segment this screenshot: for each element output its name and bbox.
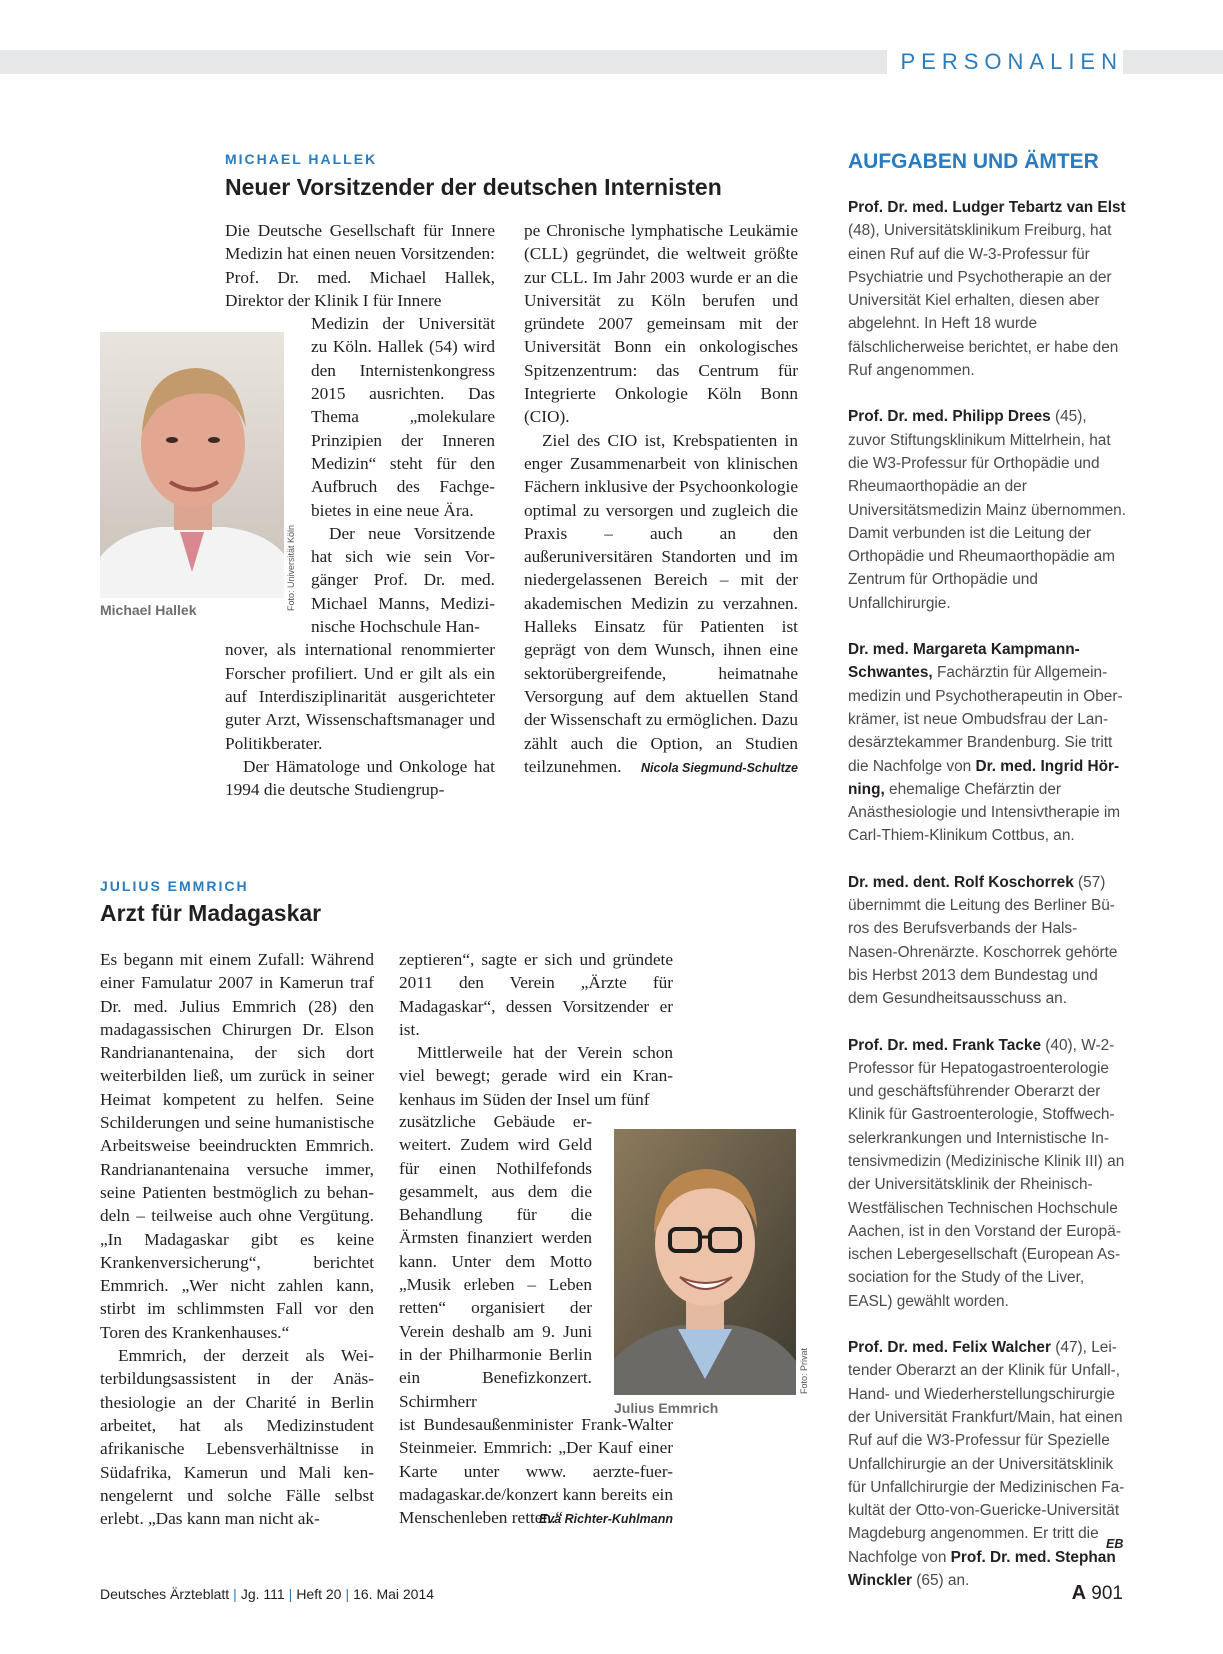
page-prefix: A: [1071, 1582, 1087, 1604]
article1-column-1: [225, 219, 495, 801]
paragraph: zeptieren“, sagte er sich und gründete 2011 den Verein „Ärzte für Madagaskar“, dessen Vorsitzender er ist.: [399, 950, 673, 1039]
divider: |: [345, 1586, 350, 1602]
sidebar-title: AUFGABEN UND ÄMTER: [848, 150, 1099, 173]
person-name: Dr. med. dent. Rolf Koschorrek: [848, 873, 1074, 891]
paragraph: Es begann mit einem Zufall: Während einer Famulatur 2007 in Kamerun traf Dr. med. Julius Emmrich (28) den madagassischen Chirurgen Dr. Elson Randrianantenaina, der sich dort weiterbilden ließ, um zurück in seiner Heimat kompetent zu helfen. Seine Schilderungen und seine humanistische Arbeitsweise beeindruckten Emmrich. Randrianantenaina versuche immer, seine Patienten bestmöglich zu behandeln – teilweise auch ohne Vergütung. „In Madagaskar gibt es keine Krankenversicherung“, berichtet Emmrich. „Wer nicht zahlen kann, stirbt im schlimmsten Fall vor den Toren des Krankenhauses.“: [100, 950, 374, 1342]
entry-text: (65) an.: [912, 1572, 970, 1590]
divider: |: [288, 1586, 293, 1602]
section-label: PERSONALIEN: [887, 47, 1124, 77]
sidebar-entry: [848, 1336, 1126, 1592]
article1-author: Nicola Siegmund-Schultze: [641, 761, 798, 776]
sidebar-author: EB: [1106, 1537, 1124, 1551]
person-name: Prof. Dr. med. Frank Tacke: [848, 1036, 1042, 1054]
article2-column-2-narrow: [399, 1110, 592, 1413]
entry-text: (47), Leitender Oberarzt an der Klinik für Unfall-, Hand- und Wiederherstellungschirurgie der Universität Frankfurt/Main, hat einen Ruf auf die W3-Professur für Spezielle Unfallchirurgie an der Universitätsklinik für Unfallchirurgie der Medizinischen Fakultät der Otto-von-Guericke-Universität Magdeburg angenommen. Er tritt die Nachfolge von: [848, 1339, 1125, 1566]
article2-kicker: JULIUS EMMRICH: [100, 878, 249, 894]
paragraph: Medizin der Universität zu Köln. Hallek (54) wird den Internistenkongress 2015 ausrichten. Das Thema „molekulare Prinzipien der Inneren Medizin“ steht für den Aufbruch des Fachgebietes in eine neue Ära.: [311, 314, 495, 520]
volume: Jg. 111: [240, 1586, 285, 1602]
sidebar-entry: [848, 871, 1126, 1011]
sidebar-entry: [848, 405, 1126, 615]
paragraph: Mittlerweile hat der Verein schon viel bewegt; gerade wird ein Krankenhaus im Süden der Insel um fünf: [399, 1043, 673, 1109]
person-name: Prof. Dr. med. Felix Walcher: [848, 1339, 1051, 1357]
entry-text: (45), zuvor Stiftungsklinikum Mittelrhein, hat die W3-Professur für Orthopädie und Rheumaorthopädie an der Universitätsmedizin Mainz übernommen. Damit verbunden ist die Leitung der Orthopädie und Rheumaorthopädie am Zentrum für Orthopädie und Unfallchirurgie.: [848, 408, 1126, 612]
article2-column-2-bottom: [399, 1413, 673, 1532]
paragraph: Die Deutsche Gesellschaft für Innere Medizin hat einen neuen Vorsitzenden: Prof. Dr. med. Michael Hallek, Direktor der Klinik I für Innere: [225, 221, 495, 310]
journal-name: Deutsches Ärzteblatt: [100, 1586, 230, 1602]
wrap-around-photo: [311, 312, 495, 638]
person-name: Dr. med. Margareta Kampmann-Schwantes,: [848, 641, 1080, 682]
emmrich-photo-caption: Julius Emmrich: [614, 1400, 719, 1416]
sidebar-entry: [848, 638, 1126, 848]
sidebar-entry: [848, 196, 1126, 382]
page-number-value: 901: [1091, 1583, 1123, 1604]
emmrich-photo-credit: Foto: Privat: [799, 1348, 809, 1395]
entry-text: (57) übernimmt die Leitung des Berliner Büros des Berufsverbands der Hals-Nasen-Ohrenärzte. Koschorrek gehörte bis Herbst 2013 dem Bundestag und dem Gesundheitsausschuss an.: [848, 873, 1118, 1008]
person-name: Prof. Dr. med. Stephan Winckler: [848, 1548, 1116, 1590]
entry-text: ehemalige Chefärztin der Anästhesiologie und Intensivtherapie im Carl-Thiem-Klinikum Cottbus, an.: [848, 780, 1121, 845]
entry-text: Fachärztin für Allgemeinmedizin und Psychotherapeutin in Oberkrämer, ist neue Ombudsfrau der Landesärztekammer Brandenburg. Sie tritt die Nachfolge von: [848, 664, 1123, 775]
article2-column-1: [100, 948, 374, 1530]
paragraph: Der neue Vorsitzende hat sich wie sein Vorgänger Prof. Dr. med. Michael Manns, Medizinische Hochschule Han-: [311, 523, 495, 637]
paragraph: Der Hämatologe und Onkologe hat 1994 die deutsche Studiengrup-: [225, 756, 495, 800]
hallek-photo-credit: Foto: Universität Köln: [286, 525, 296, 612]
person-name: Prof. Dr. med. Ludger Tebartz van Elst: [848, 199, 1126, 216]
person-name: Prof. Dr. med. Philipp Drees: [848, 408, 1051, 426]
article1-kicker: MICHAEL HALLEK: [225, 151, 378, 167]
entry-text: (40), W-2-Professor für Hepatogastroenterologie und geschäftsführender Oberarzt der Klinik für Gastroenterologie, Stoffwechselerkrankungen und Internistische Intensivmedizin (Medizinische Klinik III) an der Universitätsklinik der Rheinisch-Westfälischen Technischen Hochschule Aachen, ist in den Vorstand der Europäischen Lebergesellschaft (European Association for the Study of the Liver, EASL) gewählt worden.: [848, 1036, 1125, 1310]
person-name: Dr. med. Ingrid Hörning,: [848, 757, 1120, 798]
article2-headline: Arzt für Madagaskar: [100, 900, 322, 926]
page-number: [1072, 1582, 1123, 1605]
paragraph: ist Bundesaußenminister Frank-Walter Steinmeier. Emmrich: „Der Kauf einer Karte unter www. aerzte-fuer-madagaskar.de/konzert kann bereits ein Menschenleben retten.“: [399, 1415, 673, 1528]
sidebar-entry: [848, 1034, 1126, 1314]
paragraph: pe Chronische lymphatische Leukämie (CLL) gegründet, die weltweit größte zur CLL. Im Jahr 2003 wurde er an die Universität zu Köln berufen und gründete 2007 gemeinsam mit der Universität Bonn ein onkologisches Spitzenzentrum: das Centrum für Integrierte Onkologie Köln Bonn (CIO).: [524, 221, 798, 427]
sidebar-entries: [848, 196, 1126, 1592]
paragraph: Emmrich, der derzeit als Weiterbildungsassistent in der Anästhesiologie an der Charité in Berlin arbeitet, hat als Medizinstudent afrikanische Lebensverhältnisse in Südafrika, Kamerun und Mali kennengelernt und solche Fälle selbst erlebt. „Das kann man nicht ak-: [100, 1346, 374, 1529]
article1-column-2: [524, 219, 798, 780]
paragraph: Ziel des CIO ist, Krebspatienten in enger Zusammenarbeit von klinischen Fächern inklusive der Psychoonkologie optimal zu versorgen und zugleich die Praxis – auch an den außeruniversitären Standorten und im niedergelassenen Bereich – mit der akademischen Medizin zu verzahnen. Halleks Einsatz für Patienten ist geprägt von dem Wunsch, ihnen eine sektorübergreifende, heimatnahe Versorgung auf dem aktuellen Stand der Wissenschaft zu ermöglichen. Dazu zählt auch die Option, an Studien teilzunehmen.: [524, 430, 798, 776]
date: 16. Mai 2014: [353, 1586, 435, 1602]
paragraph: zusätzliche Gebäude erweitert. Zudem wird Geld für einen Nothilfefonds gesammelt, aus dem die Behandlung für die Ärmsten finanziert werden kann. Unter dem Motto „Musik erleben – Leben retten“ organisiert der Verein deshalb am 9. Juni in der Philharmonie Berlin ein Benefizkonzert. Schirmherr: [399, 1112, 592, 1411]
article2-author: Eva Richter-Kuhlmann: [538, 1512, 673, 1527]
emmrich-photo: [614, 1129, 796, 1395]
divider: |: [233, 1586, 237, 1602]
footer: [100, 1586, 434, 1602]
article2-column-2-top: [399, 948, 673, 1111]
issue: Heft 20: [296, 1586, 342, 1602]
hallek-photo-caption: Michael Hallek: [100, 602, 197, 618]
paragraph: nover, als international renommierter Forscher profiliert. Und er gilt als ein auf Interdisziplinarität ausgerichteter guter Arzt, Wissenschaftsmanager und Politikberater.: [225, 640, 495, 753]
article1-headline: Neuer Vorsitzender der deutschen Internisten: [225, 174, 722, 200]
entry-text: (48), Universitätsklinikum Freiburg, hat einen Ruf auf die W-3-Professur für Psychiatrie und Psychotherapie an der Universität Kiel erhalten, diesen aber abgelehnt. In Heft 18 wurde fälschlicherweise berichtet, er habe den Ruf angenommen.: [848, 222, 1119, 380]
